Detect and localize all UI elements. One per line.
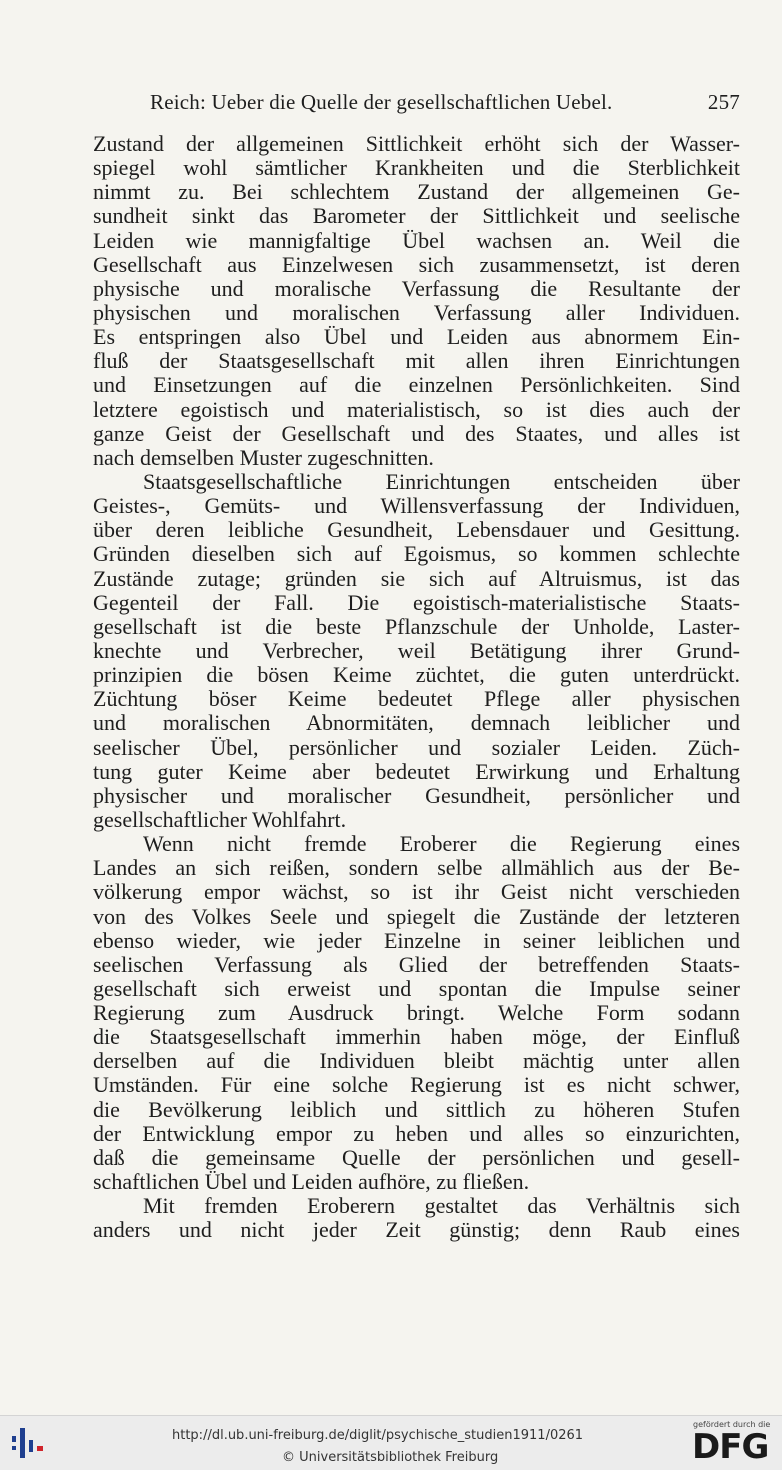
text-line: derselben auf die Individuen bleibt mächtig unter allen <box>93 1049 740 1074</box>
text-line: die Staatsgesellschaft immerhin haben möge, der Einfluß <box>93 1025 740 1050</box>
text-line: Umständen. Für eine solche Regierung ist es nicht schwer, <box>93 1073 740 1098</box>
text-line: völkerung empor wächst, so ist ihr Geist nicht verschieden <box>93 880 740 905</box>
dfg-logo <box>690 1420 774 1466</box>
text-line: Gesellschaft aus Einzelwesen sich zusammensetzt, ist deren <box>93 252 740 277</box>
text-line: Wenn nicht fremde Eroberer die Regierung eines <box>143 832 740 857</box>
text-line: anders und nicht jeder Zeit günstig; denn Raub eines <box>93 1218 740 1243</box>
running-head <box>150 90 740 118</box>
text-line: tung guter Keime aber bedeutet Erwirkung und Erhaltung <box>93 759 740 784</box>
text-line: Regierung zum Ausdruck bringt. Welche Form sodann <box>93 1001 740 1026</box>
text-line: gesellschaft ist die beste Pflanzschule der Unholde, Laster- <box>93 614 740 639</box>
text-line: Gegenteil der Fall. Die egoistisch-materialistische Staats- <box>93 590 740 615</box>
text-line: letztere egoistisch und materialistisch, so ist dies auch der <box>93 397 740 422</box>
text-line: seelischen Verfassung als Glied der betreffenden Staats- <box>93 952 740 977</box>
running-title: Reich: Ueber die Quelle der gesellschaftlichen Uebel. <box>150 90 613 114</box>
text-line: und Einsetzungen auf die einzelnen Persönlichkeiten. Sind <box>93 373 740 398</box>
source-url-link[interactable]: http://dl.ub.uni-freiburg.de/diglit/psychische_studien1911/0261 <box>172 1428 584 1443</box>
text-line: physische und moralische Verfassung die Resultante der <box>93 276 740 301</box>
text-line: der Entwicklung empor zu heben und alles so einzurichten, <box>93 1121 740 1146</box>
text-line: Geistes-, Gemüts- und Willensverfassung der Individuen, <box>93 494 740 519</box>
text-line: Gründen dieselben sich auf Egoismus, so kommen schlechte <box>93 542 740 567</box>
text-line: prinzipien die bösen Keime züchtet, die guten unterdrückt. <box>93 663 740 688</box>
text-line: Züchtung böser Keime bedeutet Pflege aller physischen <box>93 687 740 712</box>
text-line: nach demselben Muster zugeschnitten. <box>93 445 434 470</box>
text-line: sundheit sinkt das Barometer der Sittlichkeit und seelische <box>93 204 740 229</box>
text-line: fluß der Staatsgesellschaft mit allen ihren Einrichtungen <box>93 349 740 374</box>
text-line: Leiden wie mannigfaltige Übel wachsen an. Weil die <box>93 228 740 253</box>
text-line: nimmt zu. Bei schlechtem Zustand der allgemeinen Ge- <box>93 180 740 205</box>
text-line: physischer und moralischer Gesundheit, persönlicher und <box>93 783 740 808</box>
copyright-notice: © Universitätsbibliothek Freiburg <box>282 1450 499 1465</box>
text-line: gesellschaftlicher Wohlfahrt. <box>93 807 347 832</box>
text-line: Mit fremden Eroberern gestaltet das Verhältnis sich <box>143 1194 740 1219</box>
text-line: Es entspringen also Übel und Leiden aus abnormem Ein- <box>93 325 740 350</box>
text-line: Landes an sich reißen, sondern selbe allmählich aus der Be- <box>93 856 740 881</box>
text-line: Staatsgesellschaftliche Einrichtungen entscheiden über <box>143 469 740 494</box>
text-line: ebenso wieder, wie jeder Einzelne in seiner leiblichen und <box>93 928 740 953</box>
text-line: gesellschaft sich erweist und spontan die Impulse seiner <box>93 976 740 1001</box>
dfg-funding-note: gefördert durch die <box>693 1420 771 1429</box>
text-line: seelischer Übel, persönlicher und sozialer Leiden. Züch- <box>93 735 740 760</box>
text-line: schaftlichen Übel und Leiden aufhöre, zu fließen. <box>93 1170 530 1195</box>
dfg-logo-text: DFG <box>692 1427 769 1467</box>
page-number: 257 <box>707 90 740 114</box>
text-line: physischen und moralischen Verfassung aller Individuen. <box>93 300 740 325</box>
viewer-footer <box>0 1415 782 1470</box>
text-line: von des Volkes Seele und spiegelt die Zustände der letzteren <box>93 904 740 929</box>
text-line: die Bevölkerung leiblich und sittlich zu höheren Stufen <box>93 1097 740 1122</box>
text-line: knechte und Verbrecher, weil Betätigung ihrer Grund- <box>93 638 740 663</box>
text-line: spiegel wohl sämtlicher Krankheiten und die Sterblichkeit <box>93 156 740 181</box>
text-line: und moralischen Abnormitäten, demnach leiblicher und <box>93 711 740 736</box>
body-text <box>93 132 740 1242</box>
text-line: über deren leibliche Gesundheit, Lebensdauer und Gesittung. <box>93 518 740 543</box>
text-line: ganze Geist der Gesellschaft und des Staates, und alles ist <box>93 421 740 446</box>
text-line: Zustände zutage; gründen sie sich auf Altruismus, ist das <box>93 566 740 591</box>
library-logo-icon <box>8 1426 52 1460</box>
text-line: daß die gemeinsame Quelle der persönlichen und gesell- <box>93 1145 740 1170</box>
text-line: Zustand der allgemeinen Sittlichkeit erhöht sich der Wasser- <box>93 132 740 156</box>
